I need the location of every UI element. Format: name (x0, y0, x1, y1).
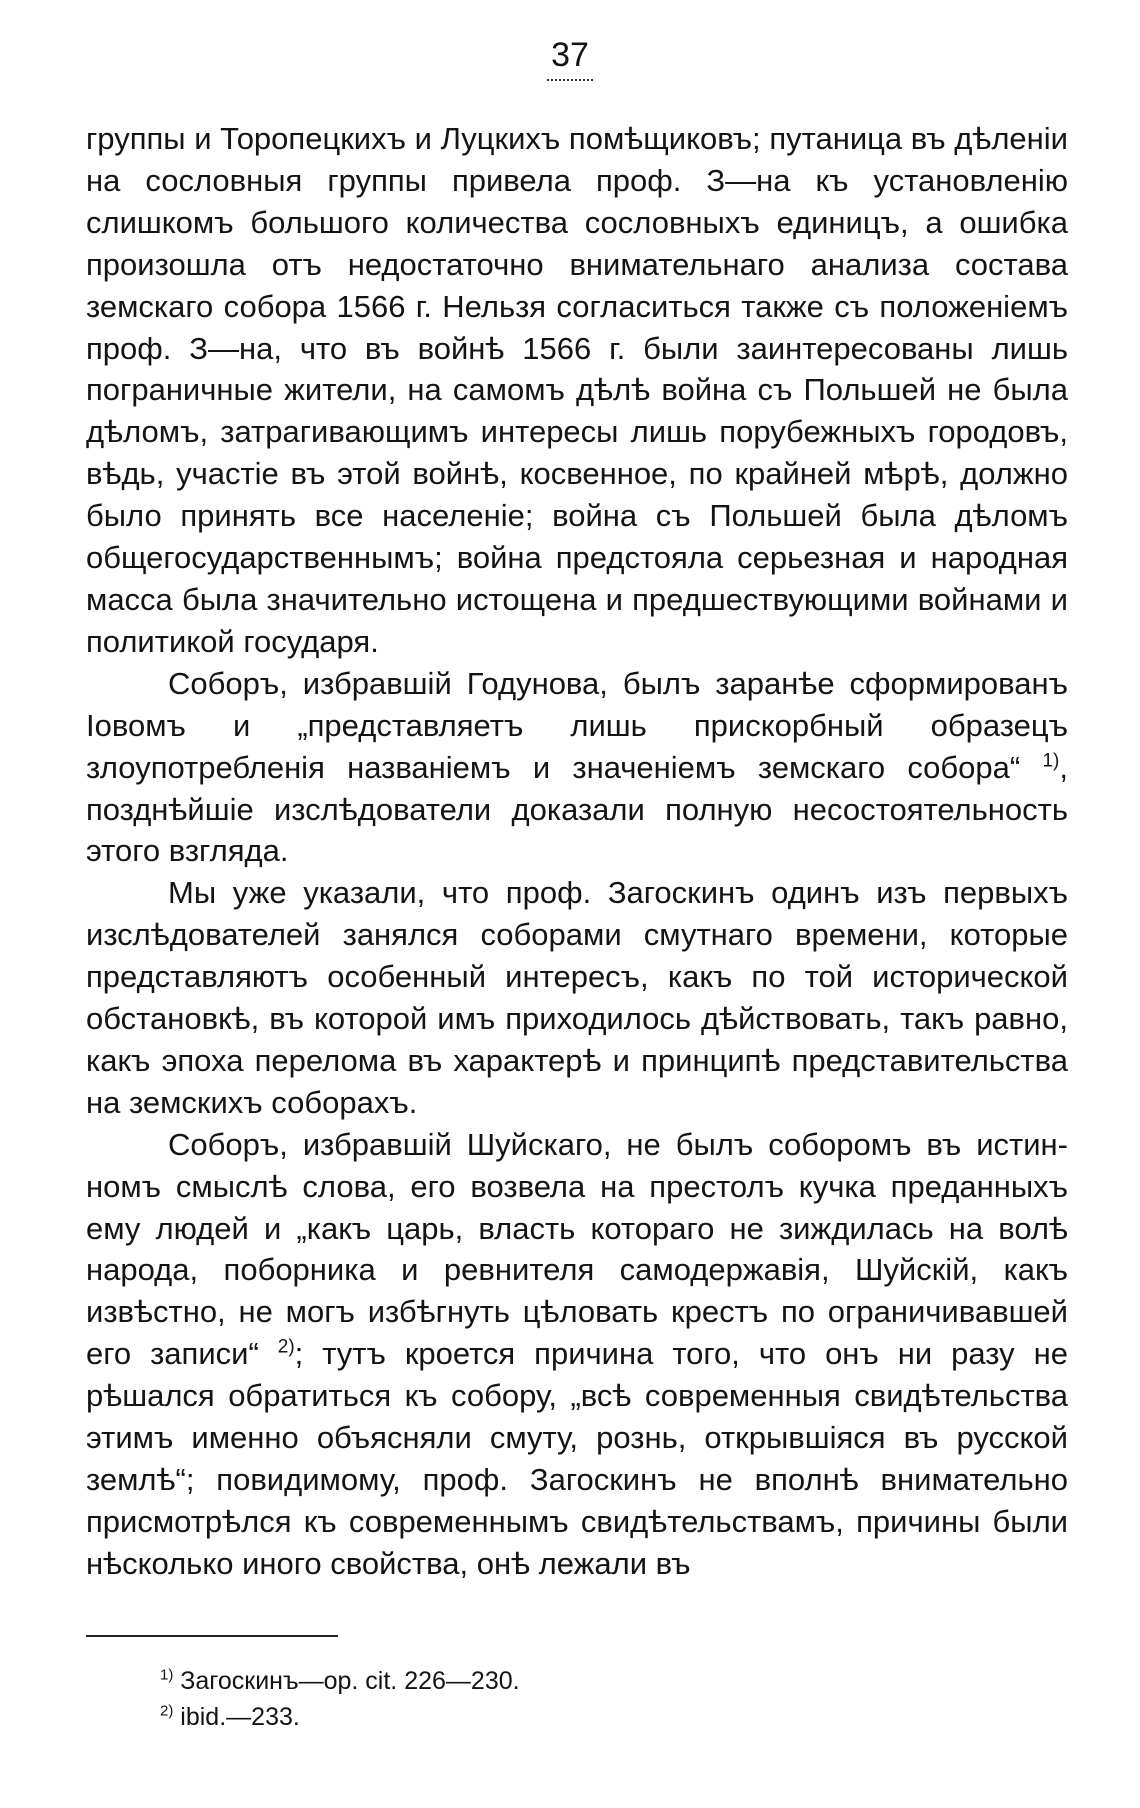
footnote-ref-1: 1) (1042, 750, 1060, 772)
footnote-ref-2: 2) (277, 1336, 295, 1358)
body-text (86, 118, 1068, 1585)
paragraph-4: Соборъ, избравшій Шуйскаго, не былъ соборомъ въ истинномъ смыслѣ слова, его возвела на престолъ кучка преданныхъ ему людей и „какъ царь, власть котораго не зиждилась на волѣ народа, поборника и ревнителя самодержавія, Шуйскій, какъ извѣстно, не могъ избѣгнуть цѣловать крестъ по ограничивавшей его записи“ $^{2)}$; тутъ кроется причина того, что онъ ни разу не рѣшался обратиться къ собору, „всѣ современныя свидѣтельства этимъ именно объясняли смуту, рознь, открывшіяся въ русской землѣ“; повидимому, проф. Загоскинъ не вполнѣ внимательно присмотрѣлся къ современнымъ свидѣтельствамъ, причины были нѣсколько иного свойства, онѣ лежали въ (86, 1126, 1068, 1581)
footnotes (160, 1663, 520, 1735)
paragraph-3: Мы уже указали, что проф. Загоскинъ одинъ изъ первыхъ изслѣдователей занялся соборами смутнаго времени, которые представляютъ особенный интересъ, какъ по той исторической обстановкѣ, въ которой имъ приходилось дѣйствовать, такъ равно, какъ эпоха перелома въ характерѣ и принципѣ представительства на земскихъ соборахъ. (86, 875, 1068, 1120)
paragraph-1: группы и Торопецкихъ и Луцкихъ помѣщиковъ; путаница въ дѣленіи на сословныя группы привела проф. З—на къ установленію слишкомъ большого количества сословныхъ единицъ, а ошибка произошла отъ недостаточно внимательнаго анализа состава земскаго собора 1566 г. Нельзя согласиться также съ положеніемъ проф. З—на, что въ войнѣ 1566 г. были заинтересованы лишь пограничные жители, на самомъ дѣлѣ война съ Польшей не была дѣломъ, затрагивающимъ интересы лишь порубежныхъ городовъ, вѣдь, участіе въ этой войнѣ, косвенное, по крайней мѣрѣ, должно было принять все населеніе; война съ Польшей была дѣломъ общегосударственнымъ; война предстояла серьезная и народная масса была значительно истощена и предшествующими войнами и политикой государя. (86, 121, 1068, 659)
footnote-divider (86, 1635, 338, 1637)
footnote-2: $^{2)}$ ibid.—233. (160, 1702, 300, 1731)
paragraph-2: Соборъ, избравшій Годунова, былъ заранѣе сформированъ Іовомъ и „представляетъ лишь прискорбный образецъ злоупотребленія названіемъ и значеніемъ земскаго собора“ $^{1)}$, позднѣйшіе изслѣдователи доказали полную несостоятельность этого взгляда. (86, 665, 1068, 869)
footnote-1: $^{1)}$ Загоскинъ—op. cit. 226—230. (160, 1666, 520, 1695)
page-number: 37 (0, 36, 1140, 81)
